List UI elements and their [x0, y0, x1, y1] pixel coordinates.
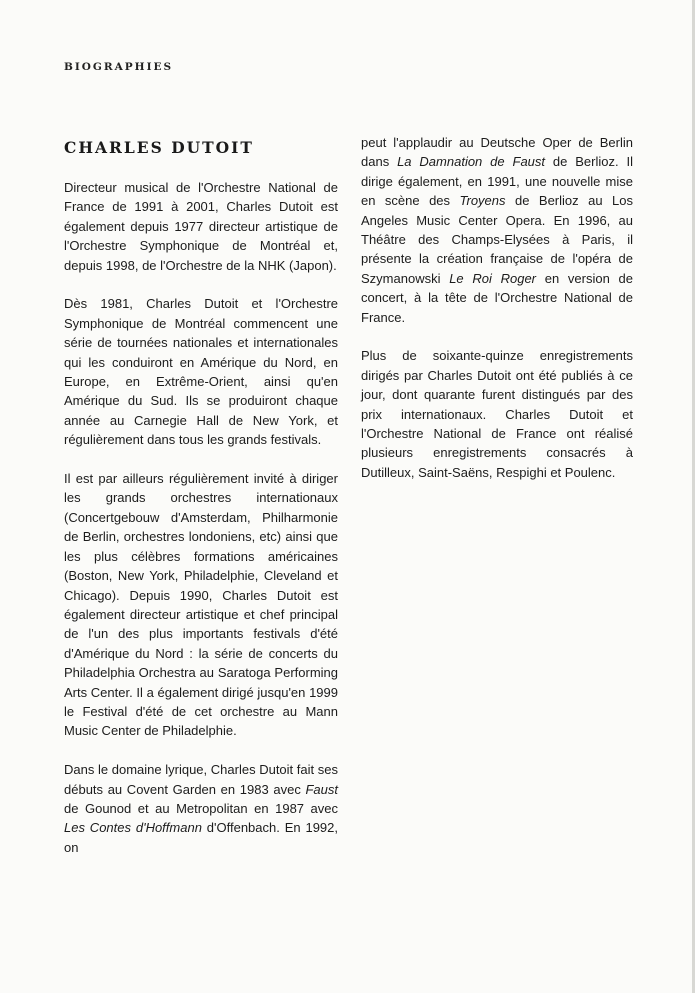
paragraph-text: Dans le domaine lyrique, Charles Dutoit fait ses débuts au Covent Garden en 1983 avec — [64, 762, 338, 797]
paragraph-text: Directeur musical de l'Orchestre National de France de 1991 à 2001, Charles Dutoit est également depuis 1977 directeur artistique de l'Orchestre Symphonique de Montréal et, depuis 1998, de l'Orchestre de la NHK (Japon). — [64, 180, 338, 273]
paragraph-text: Il est par ailleurs régulièrement invité à diriger les grands orchestres internationaux (Concertgebouw d'Amsterdam, Philharmonie de Berlin, orchestres londoniens, etc) ainsi que les plus célèbres formations américaines (Boston, New York, Philadelphie, Cleveland et Chicago). Depuis 1990, Charles Dutoit est également directeur artistique et chef principal de l'un des plus importants festivals d'été d'Amérique du Nord : la série de concerts du Philadelphia Orchestra au Saratoga Performing Arts Center. Il a également dirigé jusqu'en 1999 le Festival d'été de cet orchestre au Mann Music Center de Philadelphie. — [64, 471, 338, 739]
paragraph-text: peut l'applaudir au Deutsche Oper de Berlin dans — [361, 135, 633, 170]
work-title: Les Contes d'Hoffmann — [64, 820, 202, 836]
paragraph-text: Plus de soixante-quinze enregistrements dirigés par Charles Dutoit ont été publiés à ce jour, dont quarante furent distingués par des prix internationaux. Charles Dutoit et l'Orchestre National de France ont réalisé plusieurs enregistrements consacrés à Dutilleux, Saint-Saëns, Respighi et Poulenc. — [361, 348, 633, 480]
work-title: La Damnation de Faust — [397, 154, 546, 170]
paragraph-text: de Gounod et au Metropolitan en 1987 avec — [64, 800, 338, 816]
work-title: Le Roi Roger — [449, 270, 536, 286]
paragraph-text: en version de concert, à la tête de l'Orchestre National de France. — [361, 270, 633, 325]
biography-paragraph — [64, 469, 338, 741]
biography-paragraph — [64, 760, 338, 857]
biography-name: CHARLES DUTOIT — [64, 138, 254, 157]
paragraph-text: Dès 1981, Charles Dutoit et l'Orchestre Symphonique de Montréal commencent une série de tournées nationales et internationales qui les conduiront en Amérique du Nord, en Europe, en Extrême-Orient, ainsi qu'en Amérique du Sud. Ils se produiront chaque année au Carnegie Hall de New York, et régulièrement dans tous les grands festivals. — [64, 296, 338, 448]
paragraph-text: de Berlioz au Los Angeles Music Center Opera. En 1996, au Théâtre des Champs-Elysées à Paris, il présente la création française de l'opéra de Szymanowski — [361, 193, 633, 286]
biography-column-right — [361, 133, 633, 502]
biography-paragraph — [361, 133, 633, 327]
paragraph-text: de Berlioz. Il dirige également, en 1991, une nouvelle mise en scène des — [361, 154, 633, 209]
work-title: Faust — [305, 781, 338, 797]
biography-paragraph — [64, 294, 338, 449]
biography-paragraph — [361, 346, 633, 482]
biography-paragraph — [64, 178, 338, 275]
paragraph-text: d'Offenbach. En 1992, on — [64, 820, 339, 855]
work-title: Troyens — [459, 193, 506, 209]
section-label: BIOGRAPHIES — [64, 61, 174, 73]
biography-column-left — [64, 178, 338, 877]
